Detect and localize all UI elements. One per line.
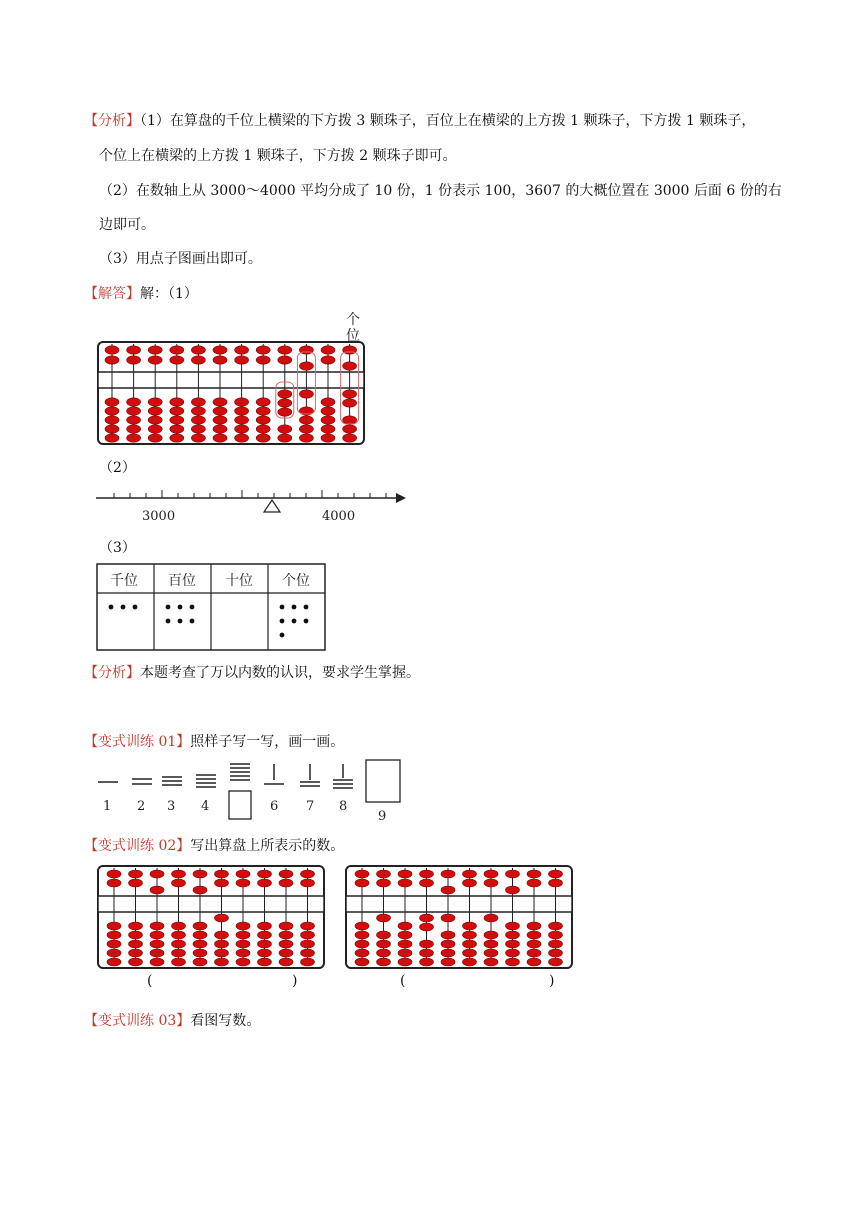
abacus-bead <box>191 398 205 406</box>
abacus-bead <box>107 949 121 957</box>
abacus-bead <box>484 949 498 957</box>
abacus-bead <box>235 398 249 406</box>
abacus-bead <box>301 958 315 966</box>
abacus-bead <box>377 931 391 939</box>
abacus-bead <box>105 356 119 364</box>
number-line-left-label: 3000 <box>142 509 176 524</box>
abacus-bead <box>301 870 315 878</box>
abacus-bead <box>170 356 184 364</box>
abacus-bead <box>235 416 249 424</box>
abacus-bead <box>105 398 119 406</box>
abacus-bead <box>236 958 250 966</box>
abacus-beam <box>98 372 364 388</box>
abacus-bead <box>299 346 313 354</box>
abacus-bead <box>278 408 292 416</box>
abacus-bead <box>148 398 162 406</box>
abacus-bead <box>321 425 335 433</box>
number-line-marker <box>264 500 280 512</box>
abacus-bead <box>301 922 315 930</box>
abacus-bead <box>299 434 313 442</box>
abacus-bead <box>484 879 498 887</box>
abacus-bead <box>301 949 315 957</box>
abacus-bead <box>299 425 313 433</box>
abacus-bead <box>170 407 184 415</box>
abacus-bead <box>420 923 434 931</box>
counting-rods-figure <box>96 758 406 824</box>
abacus-bead <box>127 425 141 433</box>
header-tens: 十位 <box>225 573 253 589</box>
abacus-bead <box>420 870 434 878</box>
abacus-bead <box>377 914 391 922</box>
exercise-02-tag: 【变式训练 02】 <box>84 838 191 854</box>
abacus-bead <box>321 398 335 406</box>
abacus-bead <box>129 940 143 948</box>
abacus-bead <box>148 425 162 433</box>
abacus-bead <box>215 914 229 922</box>
place-dot <box>190 605 195 610</box>
abacus-bead <box>258 931 272 939</box>
place-dot <box>166 619 171 624</box>
blank-box-9 <box>366 760 400 802</box>
abacus-bead <box>279 870 293 878</box>
abacus-bead <box>343 346 357 354</box>
exercise-01-tag: 【变式训练 01】 <box>84 734 191 750</box>
abacus-bead <box>506 949 520 957</box>
abacus-bead <box>150 922 164 930</box>
abacus-bead <box>377 940 391 948</box>
abacus-bead <box>172 931 186 939</box>
svg-text:8: 8 <box>339 799 348 814</box>
abacus-bead <box>127 407 141 415</box>
abacus-bead <box>150 958 164 966</box>
abacus-bead <box>441 914 455 922</box>
abacus-bead <box>279 949 293 957</box>
abacus-bead <box>549 922 563 930</box>
blank-box-5 <box>229 791 251 819</box>
analysis-line-5: （3）用点子图画出即可。 <box>99 251 262 267</box>
abacus-bead <box>441 870 455 878</box>
place-dot <box>292 605 297 610</box>
svg-text:3: 3 <box>167 799 176 814</box>
abacus-bead <box>148 416 162 424</box>
abacus-bead <box>506 931 520 939</box>
abacus-bead <box>256 407 270 415</box>
abacus-bead <box>191 346 205 354</box>
abacus-bead <box>150 870 164 878</box>
abacus-bead <box>191 425 205 433</box>
abacus-bead <box>213 346 227 354</box>
abacus-bead <box>506 870 520 878</box>
abacus-bead <box>172 870 186 878</box>
abacus-bead <box>278 356 292 364</box>
abacus-bead <box>463 922 477 930</box>
abacus-bead <box>129 870 143 878</box>
part-2-label: （2） <box>99 460 136 476</box>
svg-text:9: 9 <box>378 809 387 824</box>
abacus-bead <box>301 940 315 948</box>
abacus-bead <box>355 940 369 948</box>
abacus-bead <box>484 940 498 948</box>
abacus-bead <box>256 416 270 424</box>
abacus-bead <box>463 879 477 887</box>
abacus-bead <box>150 949 164 957</box>
abacus-bead <box>355 879 369 887</box>
abacus-bead <box>420 940 434 948</box>
abacus-bead <box>193 870 207 878</box>
abacus-bead <box>193 931 207 939</box>
place-dot <box>280 633 285 638</box>
analysis-summary: 【分析】本题考查了万以内数的认识，要求学生掌握。 <box>84 665 420 681</box>
abacus-bead <box>258 940 272 948</box>
abacus-bead <box>463 870 477 878</box>
abacus-bead <box>256 356 270 364</box>
abacus-bead <box>215 940 229 948</box>
abacus-bead <box>213 356 227 364</box>
abacus-bead <box>215 958 229 966</box>
abacus-bead <box>420 958 434 966</box>
abacus-bead <box>506 886 520 894</box>
analysis-summary-tag: 【分析】 <box>84 665 140 681</box>
abacus-bead <box>279 922 293 930</box>
abacus-bead <box>191 407 205 415</box>
abacus-bead <box>321 416 335 424</box>
svg-text:7: 7 <box>306 799 315 814</box>
abacus-bead <box>215 879 229 887</box>
place-dot <box>304 605 309 610</box>
abacus-bead <box>506 958 520 966</box>
abacus-bead <box>398 931 412 939</box>
abacus-bead <box>321 434 335 442</box>
abacus-bead <box>107 958 121 966</box>
abacus-bead <box>235 346 249 354</box>
abacus-bead <box>150 940 164 948</box>
abacus-bead <box>299 362 313 370</box>
abacus-bead <box>215 949 229 957</box>
abacus-bead <box>549 958 563 966</box>
abacus-bead <box>235 407 249 415</box>
place-dot <box>178 619 183 624</box>
abacus-bead <box>129 949 143 957</box>
abacus-bead <box>256 398 270 406</box>
abacus-bead <box>213 398 227 406</box>
abacus-bead <box>172 940 186 948</box>
abacus-bead <box>355 870 369 878</box>
answer-paren-b-close: ) <box>549 973 555 989</box>
place-value-table <box>96 563 328 653</box>
number-line <box>96 484 408 524</box>
analysis-line-4: 边即可。 <box>99 217 155 233</box>
abacus-bead <box>105 346 119 354</box>
abacus-bead <box>236 922 250 930</box>
exercise-03-tag: 【变式训练 03】 <box>84 1013 191 1029</box>
abacus-bead <box>172 922 186 930</box>
abacus-bead <box>107 879 121 887</box>
ones-place-label-2: 位 <box>346 328 360 344</box>
abacus-bead <box>343 362 357 370</box>
abacus-bead <box>191 434 205 442</box>
abacus-bead <box>193 940 207 948</box>
header-thousands: 千位 <box>110 573 138 589</box>
abacus-bead <box>172 958 186 966</box>
abacus-bead <box>441 931 455 939</box>
abacus-bead <box>343 416 357 424</box>
abacus-bead <box>129 958 143 966</box>
abacus-bead <box>506 940 520 948</box>
abacus-bead <box>441 886 455 894</box>
abacus-bead <box>527 870 541 878</box>
abacus-bead <box>256 434 270 442</box>
abacus-bead <box>398 922 412 930</box>
abacus-bead <box>398 949 412 957</box>
abacus-bead <box>105 407 119 415</box>
abacus-bead <box>213 425 227 433</box>
abacus-bead <box>193 949 207 957</box>
abacus-bead <box>549 931 563 939</box>
exercise-02-heading: 【变式训练 02】写出算盘上所表示的数。 <box>84 838 345 854</box>
abacus-bead <box>235 434 249 442</box>
abacus-bead <box>107 870 121 878</box>
abacus-bead <box>506 922 520 930</box>
abacus-bead <box>549 870 563 878</box>
abacus-bead <box>170 346 184 354</box>
abacus-bead <box>463 931 477 939</box>
abacus-bead <box>107 940 121 948</box>
abacus-bead <box>170 425 184 433</box>
abacus-bead <box>170 416 184 424</box>
abacus-bead <box>549 940 563 948</box>
abacus-bead <box>549 949 563 957</box>
abacus-bead <box>398 870 412 878</box>
abacus-bead <box>193 922 207 930</box>
abacus-bead <box>278 399 292 407</box>
abacus-bead <box>129 922 143 930</box>
abacus-bead <box>213 416 227 424</box>
exercise-03-heading: 【变式训练 03】看图写数。 <box>84 1013 261 1029</box>
ones-place-label-1: 个 <box>346 312 360 328</box>
abacus-bead <box>150 931 164 939</box>
abacus-bead <box>343 425 357 433</box>
abacus-bead <box>484 870 498 878</box>
abacus-bead <box>170 434 184 442</box>
abacus-bead <box>299 416 313 424</box>
abacus-bead <box>484 931 498 939</box>
abacus-bead <box>301 931 315 939</box>
abacus-bead <box>463 958 477 966</box>
abacus-bead <box>441 949 455 957</box>
svg-text:2: 2 <box>137 799 146 814</box>
abacus-exercise-a <box>96 864 328 972</box>
place-dot <box>280 619 285 624</box>
abacus-bead <box>258 879 272 887</box>
place-dot <box>178 605 183 610</box>
abacus-bead <box>355 931 369 939</box>
abacus-bead <box>127 416 141 424</box>
abacus-bead <box>527 940 541 948</box>
abacus-bead <box>278 390 292 398</box>
abacus-bead <box>377 949 391 957</box>
abacus-bead <box>279 879 293 887</box>
abacus-bead <box>148 356 162 364</box>
abacus-bead <box>127 434 141 442</box>
abacus-bead <box>236 870 250 878</box>
abacus-bead <box>343 399 357 407</box>
abacus-bead <box>527 949 541 957</box>
abacus-bead <box>235 425 249 433</box>
abacus-bead <box>299 390 313 398</box>
abacus-bead <box>236 931 250 939</box>
analysis-line-2: 个位上在横梁的上方拨 1 颗珠子，下方拨 2 颗珠子即可。 <box>99 148 457 164</box>
abacus-bead <box>278 346 292 354</box>
abacus-bead <box>398 940 412 948</box>
abacus-bead <box>441 940 455 948</box>
abacus-bead <box>484 958 498 966</box>
exercise-01-heading: 【变式训练 01】照样子写一写，画一画。 <box>84 734 345 750</box>
number-line-arrow <box>396 493 406 503</box>
abacus-bead <box>279 940 293 948</box>
abacus-bead <box>172 879 186 887</box>
number-line-right-label: 4000 <box>322 509 356 524</box>
answer-paren-a-open[interactable]: ( <box>147 973 153 989</box>
place-dot <box>121 605 126 610</box>
abacus-bead <box>321 407 335 415</box>
abacus-bead <box>527 922 541 930</box>
abacus-exercise-b <box>344 864 576 972</box>
place-dot <box>280 605 285 610</box>
abacus-bead <box>258 949 272 957</box>
part-3-label: （3） <box>99 540 136 556</box>
abacus-bead <box>355 949 369 957</box>
abacus-bead <box>463 949 477 957</box>
abacus-bead <box>107 931 121 939</box>
abacus-bead <box>105 425 119 433</box>
abacus-bead <box>527 931 541 939</box>
place-dot <box>109 605 114 610</box>
abacus-bead <box>215 870 229 878</box>
answer-paren-a-close: ) <box>292 973 298 989</box>
abacus-bead <box>527 879 541 887</box>
answer-paren-b-open[interactable]: ( <box>400 973 406 989</box>
abacus-bead <box>127 346 141 354</box>
abacus-bead <box>355 958 369 966</box>
abacus-bead <box>150 886 164 894</box>
abacus-bead <box>377 870 391 878</box>
analysis-tag: 【分析】 <box>84 113 140 129</box>
abacus-bead <box>527 958 541 966</box>
header-ones: 个位 <box>282 573 310 589</box>
abacus-bead <box>148 407 162 415</box>
abacus-bead <box>279 958 293 966</box>
abacus-bead <box>148 346 162 354</box>
svg-text:4: 4 <box>201 799 210 814</box>
abacus-bead <box>213 434 227 442</box>
header-hundreds: 百位 <box>168 573 196 589</box>
abacus-bead <box>321 356 335 364</box>
abacus-bead <box>549 879 563 887</box>
abacus-bead <box>463 940 477 948</box>
abacus-bead <box>172 949 186 957</box>
svg-text:6: 6 <box>270 799 279 814</box>
abacus-bead <box>377 958 391 966</box>
analysis-line-1: 【分析】（1）在算盘的千位上横梁的下方拨 3 颗珠子，百位上在横梁的上方拨 1 颗珠子，下方拨 1 颗珠子， <box>84 113 756 129</box>
abacus-bead <box>235 356 249 364</box>
abacus-bead <box>127 356 141 364</box>
abacus-bead <box>398 958 412 966</box>
abacus-bead <box>258 922 272 930</box>
place-dot <box>133 605 138 610</box>
abacus-bead <box>215 931 229 939</box>
analysis-line-3: （2）在数轴上从 3000～4000 平均分成了 10 份，1 份表示 100，3607 的大概位置在 3000 后面 6 份的右 <box>99 183 782 199</box>
answer-tag: 【解答】 <box>84 286 140 302</box>
abacus-bead <box>343 390 357 398</box>
abacus-bead <box>193 886 207 894</box>
abacus-bead <box>236 940 250 948</box>
abacus-bead <box>484 914 498 922</box>
place-dot <box>292 619 297 624</box>
abacus-bead <box>420 879 434 887</box>
abacus-bead <box>420 914 434 922</box>
abacus-bead <box>105 416 119 424</box>
abacus-bead <box>301 879 315 887</box>
svg-text:1: 1 <box>103 799 112 814</box>
place-dot <box>190 619 195 624</box>
abacus-bead <box>420 949 434 957</box>
abacus-bead <box>191 416 205 424</box>
abacus-bead <box>377 879 391 887</box>
abacus-bead <box>191 356 205 364</box>
abacus-bead <box>236 949 250 957</box>
abacus-bead <box>107 922 121 930</box>
abacus-bead <box>258 958 272 966</box>
place-dot <box>304 619 309 624</box>
abacus-bead <box>148 434 162 442</box>
abacus-bead <box>279 931 293 939</box>
abacus-bead <box>256 425 270 433</box>
abacus-bead <box>343 434 357 442</box>
abacus-bead <box>127 398 141 406</box>
abacus-bead <box>278 425 292 433</box>
abacus-bead <box>236 879 250 887</box>
abacus-bead <box>105 434 119 442</box>
abacus-bead <box>321 346 335 354</box>
abacus-bead <box>193 958 207 966</box>
abacus-bead <box>129 931 143 939</box>
abacus-answer <box>96 308 368 446</box>
abacus-bead <box>355 922 369 930</box>
abacus-bead <box>278 434 292 442</box>
abacus-bead <box>398 879 412 887</box>
place-dot <box>166 605 171 610</box>
abacus-bead <box>170 398 184 406</box>
abacus-bead <box>213 407 227 415</box>
abacus-bead <box>129 879 143 887</box>
abacus-bead <box>258 870 272 878</box>
abacus-bead <box>256 346 270 354</box>
abacus-bead <box>441 958 455 966</box>
answer-heading: 【解答】解：（1） <box>84 286 198 302</box>
